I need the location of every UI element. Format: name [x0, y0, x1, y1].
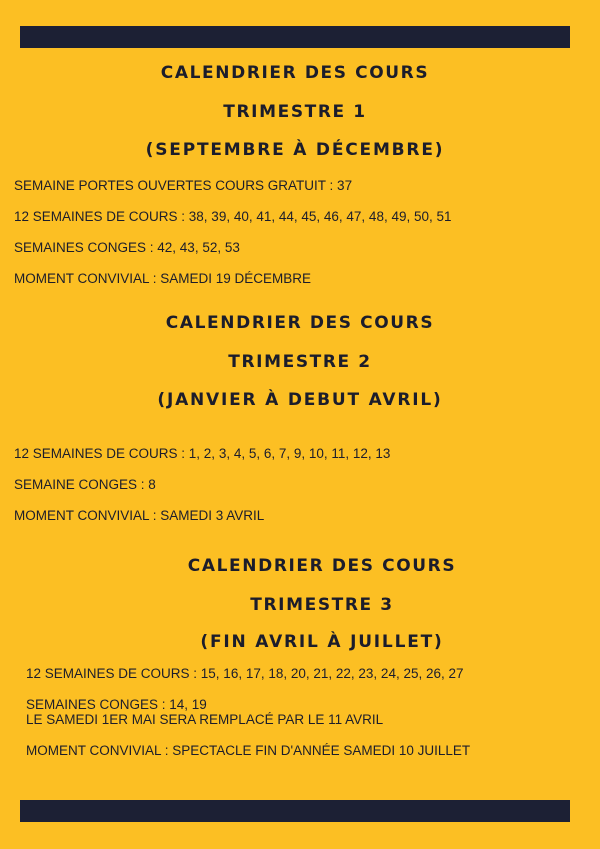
trimestre-1-line: MOMENT CONVIVIAL : SAMEDI 19 DÉCEMBRE	[14, 271, 312, 286]
trimestre-1-subtitle: TRIMESTRE 1	[223, 102, 367, 122]
trimestre-3-period: (FIN AVRIL À JUILLET)	[200, 632, 444, 652]
trimestre-1-title: CALENDRIER DES COURS	[160, 63, 430, 83]
trimestre-3-line: SEMAINES CONGES : 14, 19	[26, 697, 207, 712]
top-bar	[20, 26, 570, 48]
trimestre-2-line: SEMAINE CONGES : 8	[14, 477, 156, 492]
trimestre-3-subtitle: TRIMESTRE 3	[250, 595, 394, 615]
trimestre-2-title: CALENDRIER DES COURS	[165, 313, 435, 333]
trimestre-2-line: 12 SEMAINES DE COURS : 1, 2, 3, 4, 5, 6, 7, 9, 10, 11, 12, 13	[14, 446, 391, 461]
trimestre-1-line: 12 SEMAINES DE COURS : 38, 39, 40, 41, 44, 45, 46, 47, 48, 49, 50, 51	[14, 209, 452, 224]
trimestre-3-title: CALENDRIER DES COURS	[187, 556, 457, 576]
trimestre-2-line: MOMENT CONVIVIAL : SAMEDI 3 AVRIL	[14, 508, 265, 523]
trimestre-1-period: (SEPTEMBRE À DÉCEMBRE)	[145, 140, 445, 160]
trimestre-2-period: (JANVIER À DEBUT AVRIL)	[157, 390, 443, 410]
trimestre-1-line: SEMAINE PORTES OUVERTES COURS GRATUIT : 37	[14, 178, 353, 193]
trimestre-3-line: LE SAMEDI 1ER MAI SERA REMPLACÉ PAR LE 11 AVRIL	[26, 712, 384, 727]
trimestre-3-line: MOMENT CONVIVIAL : SPECTACLE FIN D'ANNÉE SAMEDI 10 JUILLET	[26, 743, 471, 758]
trimestre-3-line: 12 SEMAINES DE COURS : 15, 16, 17, 18, 20, 21, 22, 23, 24, 25, 26, 27	[26, 666, 464, 681]
trimestre-2-subtitle: TRIMESTRE 2	[228, 352, 372, 372]
trimestre-1-line: SEMAINES CONGES : 42, 43, 52, 53	[14, 240, 240, 255]
bottom-bar	[20, 800, 570, 822]
